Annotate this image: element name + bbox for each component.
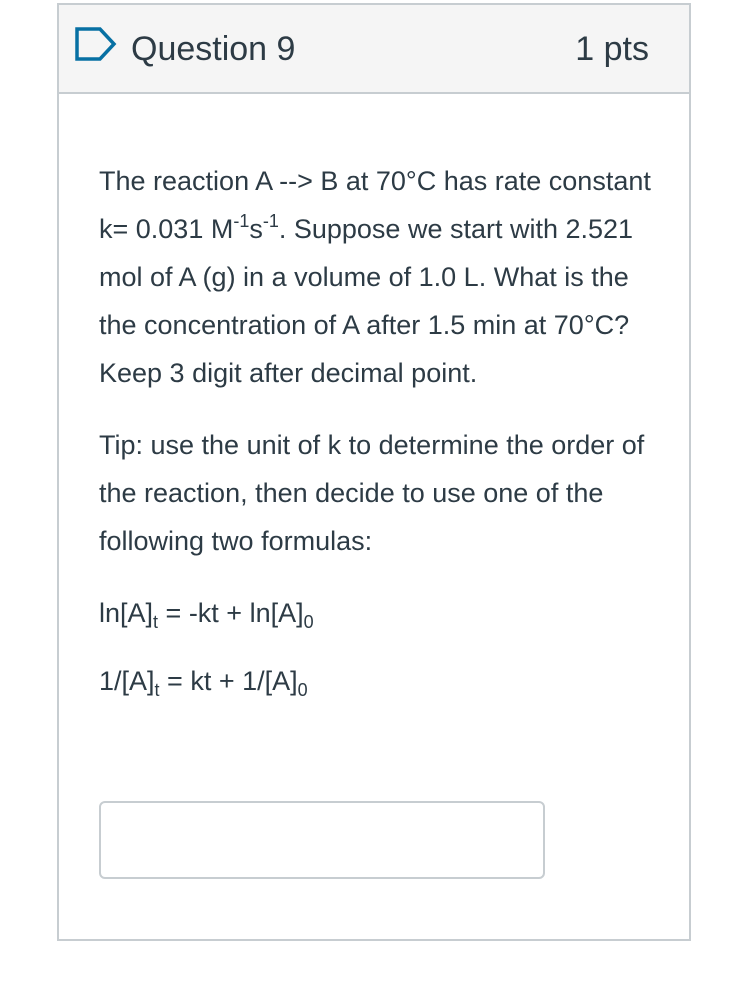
formula-2-lhs: 1/[A] bbox=[99, 666, 155, 696]
tip-text: Tip: use the unit of k to determine the order of the reaction, then decide to use one of the following two formulas: bbox=[99, 430, 645, 556]
question-card bbox=[57, 3, 691, 941]
question-text-part-1: The reaction A --> B at 70°C has rate constant k= 0.031 M bbox=[99, 166, 651, 244]
formula-second-order bbox=[99, 657, 659, 705]
question-text-part-2: s bbox=[249, 214, 263, 244]
question-body bbox=[99, 157, 659, 705]
formula-2-rhs: = kt + 1/[A] bbox=[159, 666, 298, 696]
answer-input[interactable] bbox=[99, 801, 545, 879]
question-points: 1 pts bbox=[575, 30, 649, 68]
formula-1-sub-t: t bbox=[153, 612, 159, 632]
exponent-2: -1 bbox=[262, 211, 279, 231]
formula-2-sub-0: 0 bbox=[297, 680, 308, 700]
formula-1-rhs: = -kt + ln[A] bbox=[158, 598, 304, 628]
question-title: Question 9 bbox=[131, 30, 296, 68]
formula-first-order bbox=[99, 589, 659, 637]
formula-1-sub-0: 0 bbox=[303, 612, 314, 632]
question-header bbox=[59, 5, 689, 94]
formula-2-sub-t: t bbox=[154, 680, 160, 700]
question-text bbox=[99, 157, 659, 397]
flag-outline-icon[interactable] bbox=[74, 26, 118, 62]
formula-1-lhs: ln[A] bbox=[99, 598, 154, 628]
exponent-1: -1 bbox=[233, 211, 250, 231]
question-text-part-3: . Suppose we start with 2.521 mol of A (g) in a volume of 1.0 L. What is the the concentration of A after 1.5 min at 70°C? Keep 3 digit after decimal point. bbox=[99, 214, 634, 388]
